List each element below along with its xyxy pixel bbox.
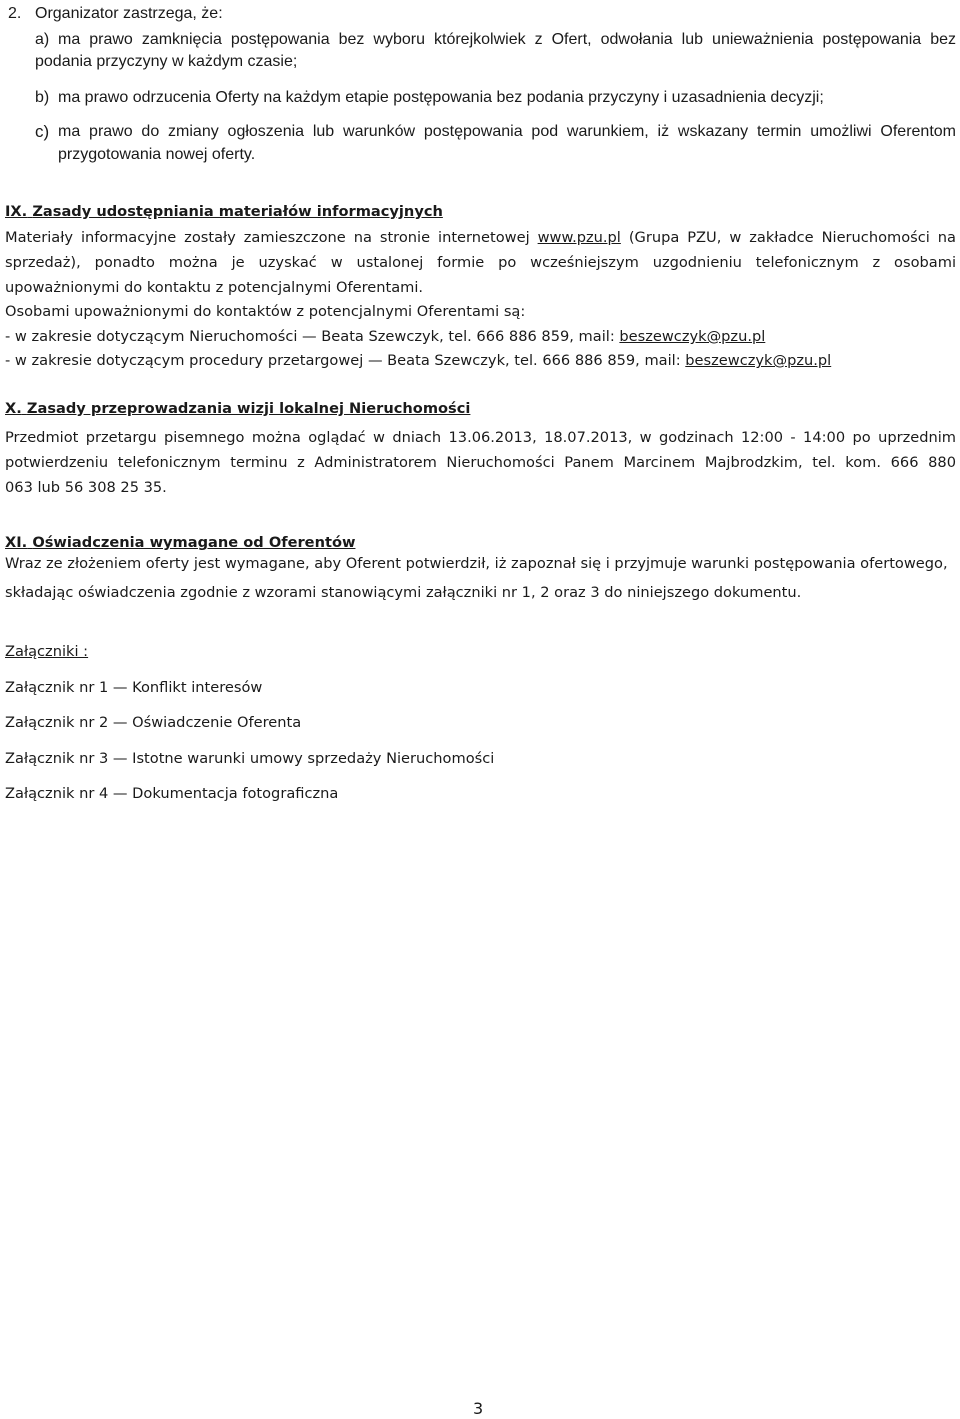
page-number: 3: [473, 1399, 484, 1418]
item-a-label: a): [35, 31, 50, 48]
item-b-text: ma prawo odrzucenia Oferty na każdym etapie postępowania bez podania przyczyny i uzasadnienia decyzji;: [58, 89, 824, 106]
section-11-title: Oświadczenia wymagane od Oferentów: [32, 534, 356, 551]
p1-text-b: (Grupa PZU, w zakładce Nieruchomości na: [620, 229, 956, 246]
section-9-paragraph-1-line-2: sprzedaż), ponadto można je uzyskać w ustalonej formie po wcześniejszym uzgodnieniu telefonicznym z osobami: [5, 254, 956, 271]
section-11-number: XI.: [5, 534, 28, 551]
item-b-label: b): [35, 89, 50, 106]
section-10-number: X.: [5, 400, 22, 417]
contact-2-email-link[interactable]: beszewczyk@pzu.pl: [685, 352, 832, 369]
section-10-line-2: potwierdzeniu telefonicznym terminu z Administratorem Nieruchomości Panem Marcinem Majbrodzkim, tel. kom. 666 880: [5, 454, 956, 471]
item-c-label: c): [35, 122, 50, 141]
contact-1-text-b: Nieruchomości — Beata Szewczyk, tel. 666 886 859, mail:: [189, 328, 620, 345]
attachment-item-2: Załącznik nr 2 — Oświadczenie Oferenta: [5, 714, 302, 731]
section-9-paragraph-1-line-3: upoważnionymi do kontaktu z potencjalnymi Oferentami.: [5, 279, 424, 296]
attachment-item-1: Załącznik nr 1 — Konflikt interesów: [5, 679, 263, 696]
section-11-heading: [5, 533, 355, 553]
contact-1-email-link[interactable]: beszewczyk@pzu.pl: [619, 328, 766, 345]
section-10-heading: [5, 399, 470, 419]
contact-line-1: [5, 327, 765, 347]
item-a-line-2: podania przyczyny w każdym czasie;: [35, 53, 298, 70]
pzu-website-link[interactable]: www.pzu.pl: [537, 229, 621, 246]
section-11-line-2: składając oświadczenia zgodnie z wzorami stanowiącymi załączniki nr 1, 2 oraz 3 do niniejszego dokumentu.: [5, 584, 802, 601]
section-11-line-1: Wraz ze złożeniem oferty jest wymagane, aby Oferent potwierdził, iż zapoznał się i przyjmuje warunki postępowania ofertowego,: [5, 555, 948, 572]
p1-text-a: Materiały informacyjne zostały zamieszczone na stronie internetowej: [5, 229, 538, 246]
section-9-heading: [5, 202, 443, 222]
item-a-line-1: ma prawo zamknięcia postępowania bez wyboru którejkolwiek z Ofert, odwołania lub unieważnienia postępowania bez: [58, 31, 956, 48]
section-10-line-3: 063 lub 56 308 25 35.: [5, 479, 167, 496]
section-9-title: Zasady udostępniania materiałów informacyjnych: [32, 203, 443, 220]
contact-1-text-a: - w zakresie dotyczącym: [5, 328, 190, 345]
section-10-line-1: Przedmiot przetargu pisemnego można oglądać w dniach 13.06.2013, 18.07.2013, w godzinach 12:00 - 14:00 po uprzednim: [5, 429, 956, 446]
section-2-intro: Organizator zastrzega, że:: [35, 5, 223, 22]
section-9-paragraph-1-line-1: [5, 228, 956, 248]
attachments-heading: Załączniki :: [5, 643, 89, 660]
contact-2-text-b: — Beata Szewczyk, tel. 666 886 859, mail:: [367, 352, 686, 369]
section-10-title: Zasady przeprowadzania wizji lokalnej Nieruchomości: [26, 400, 471, 417]
contact-2-text-a: - w zakresie dotyczącym procedury przetargowej: [5, 352, 368, 369]
item-c-line-2: przygotowania nowej oferty.: [58, 146, 256, 163]
section-9-number: IX.: [5, 203, 28, 220]
contact-line-2: [5, 351, 831, 371]
section-9-paragraph-2: Osobami upoważnionymi do kontaktów z potencjalnymi Oferentami są:: [5, 303, 526, 320]
item-c-line-1: ma prawo do zmiany ogłoszenia lub warunków postępowania pod warunkiem, iż wskazany termin umożliwi Oferentom: [58, 123, 956, 140]
section-2-number: 2.: [8, 5, 22, 22]
attachment-item-3: Załącznik nr 3 — Istotne warunki umowy sprzedaży Nieruchomości: [5, 750, 495, 767]
attachment-item-4: Załącznik nr 4 — Dokumentacja fotograficzna: [5, 785, 339, 802]
